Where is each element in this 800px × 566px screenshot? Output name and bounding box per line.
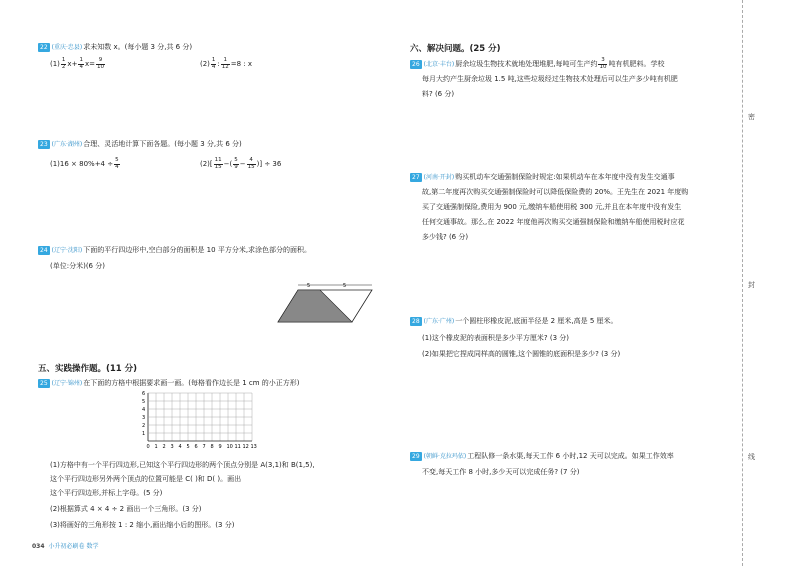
question-24 [38,245,311,256]
x-tick-label: 8 [210,444,214,450]
x-tick-label: 2 [162,444,166,450]
q27-line-5: 多少钱? (6 分) [422,233,469,241]
y-tick-label: 4 [142,407,146,413]
question-source: (北京·丰台) [423,61,455,68]
question-29: 29 (朝鲜·克拉玛依)工程队修一条水渠,每天工作 6 小时,12 天可以完成。如果工作效率 [412,452,674,460]
question-25 [38,378,300,389]
question-number: 29 [412,453,420,460]
seal-line [742,0,744,566]
question-source: (广东·广州) [423,318,455,325]
question-title: 求未知数 x。(每小题 3 分,共 6 分) [83,43,193,51]
q27-line-2: 故,第二年度再次购买交通强制保险时可以降低保险费的 20%。王先生在 2021 年度购 [422,188,689,196]
question-22 [38,42,192,53]
question-26: 26 (北京·丰台)厨余垃圾生物技术就地处理堆肥,每吨可生产约 $\frac{3}{10}$ 吨有机肥料。学校 [412,57,665,70]
question-number: 24 [40,247,48,254]
seal-mark-1: 密 [748,113,755,121]
question-source: (辽宁·锦州) [51,380,83,387]
page-footer [32,541,98,550]
y-tick-label: 6 [142,391,146,397]
x-tick-label: 5 [186,444,190,450]
x-tick-label: 12 [242,444,249,450]
section-heading-5: 五、实践操作题。(11 分) [38,364,138,374]
y-tick-label: 5 [142,399,146,405]
x-tick-label: 13 [250,444,257,450]
x-tick-label: 1 [154,444,158,450]
book-title: 小升初必刷卷 数学 [48,543,99,550]
question-number: 26 [412,61,420,68]
question-text-2: (单位:分米)(6 分) [50,262,105,270]
question-27: 27 (河南·开封)购买机动车交通强制保险时规定:如果机动车在本年度中没有发生交通事 [412,173,675,181]
question-source: (重庆·忠县) [51,44,83,51]
shaded-region [278,290,352,322]
q25-part-2: (2)根据算式 4 × 4 ÷ 2 画出一个三角形。(3 分) [50,505,202,513]
x-tick-label: 7 [202,444,206,450]
seal-mark-3: 线 [748,453,755,461]
question-source: (广东·湖州) [51,141,83,148]
dimension-label-a: 5 [307,283,311,289]
question-number: 25 [40,380,48,387]
q23-item-2: (2)[ $\frac{11}{15}$ −( $\frac{5}{9}$ − $\frac{4}{15}$ )] ÷ 36 [200,157,282,170]
question-number: 22 [40,44,48,51]
dimension-label-b: 5 [343,283,347,289]
q28-part-2: (2)如果把它捏成同样高的圆锥,这个圆锥的底面积是多少? (3 分) [422,350,621,358]
x-tick-label: 3 [170,444,174,450]
question-28: 28 (广东·广州)一个圆柱形橡皮泥,底面半径是 2 厘米,高是 5 厘米。 [412,317,618,325]
q23-item-1: (1)16 × 80%+4 ÷ $\frac{5}{4}$ [50,157,119,170]
q26-line-2: 每月大约产生厨余垃圾 1.5 吨,这些垃圾经过生物技术处理后可以生产多少吨有机肥 [422,75,678,83]
question-number: 27 [412,174,420,181]
q28-part-1: (1)这个橡皮泥的表面积是多少平方厘米? (3 分) [422,334,569,342]
x-tick-label: 6 [194,444,198,450]
q27-line-3: 买了交通强制保险,费用为 900 元,缴纳车船使用税 300 元,并且在本年度中没有发生 [422,203,682,211]
q22-item-2: (2) $\frac{1}{4}$ : $\frac{1}{12}$ =8 : x [200,57,253,70]
y-tick-label: 3 [142,415,146,421]
y-tick-label: 2 [142,423,146,429]
question-number: 28 [412,318,420,325]
x-tick-label: 11 [234,444,241,450]
page-number: 034 [32,543,45,550]
question-title: 在下面的方格中根据要求画一画。(每格看作边长是 1 cm 的小正方形) [83,379,300,387]
coordinate-grid [138,391,273,457]
question-text: 下面的平行四边形中,空白部分的面积是 10 平方分米,求涂色部分的面积。 [83,246,312,254]
q25-part-3: (3)将画好的三角形按 1 : 2 缩小,画出缩小后的图形。(3 分) [50,521,235,529]
question-source: (河南·开封) [423,174,455,181]
question-source: (辽宁·沈阳) [51,247,83,254]
question-number: 23 [40,141,48,148]
y-tick-label: 1 [142,431,146,437]
q27-line-4: 任何交通事故。那么,在 2022 年度他再次购买交通强制保险和缴纳车船使用税时应花 [422,218,685,226]
x-tick-label: 4 [178,444,182,450]
q25-part-1-line-3: 这个平行四边形,并标上字母。(5 分) [50,489,163,497]
q25-part-1-line-2: 这个平行四边形另外两个顶点的位置可能是 C( )和 D( )。画出 [50,475,242,483]
parallelogram-figure [272,280,382,328]
q25-part-1-line-1: (1)方格中有一个平行四边形,已知这个平行四边形的两个顶点分别是 A(3,1)和 B(1,5), [50,461,315,469]
q29-line-2: 不变,每天工作 8 小时,多少天可以完成任务? (7 分) [422,468,580,476]
x-tick-label: 0 [146,444,150,450]
x-tick-label: 9 [218,444,222,450]
q22-item-1: (1) $\frac{1}{2}$ x+ $\frac{1}{4}$ x= $\frac{9}{10}$ [50,57,104,70]
question-23 [38,139,242,150]
q26-line-3: 料? (6 分) [422,90,455,98]
question-title: 合理、灵活地计算下面各题。(每小题 3 分,共 6 分) [83,140,242,148]
section-heading-6: 六、解决问题。(25 分) [410,44,501,54]
question-source: (朝鲜·克拉玛依) [423,453,467,460]
x-tick-label: 10 [226,444,233,450]
seal-mark-2: 封 [748,281,755,289]
